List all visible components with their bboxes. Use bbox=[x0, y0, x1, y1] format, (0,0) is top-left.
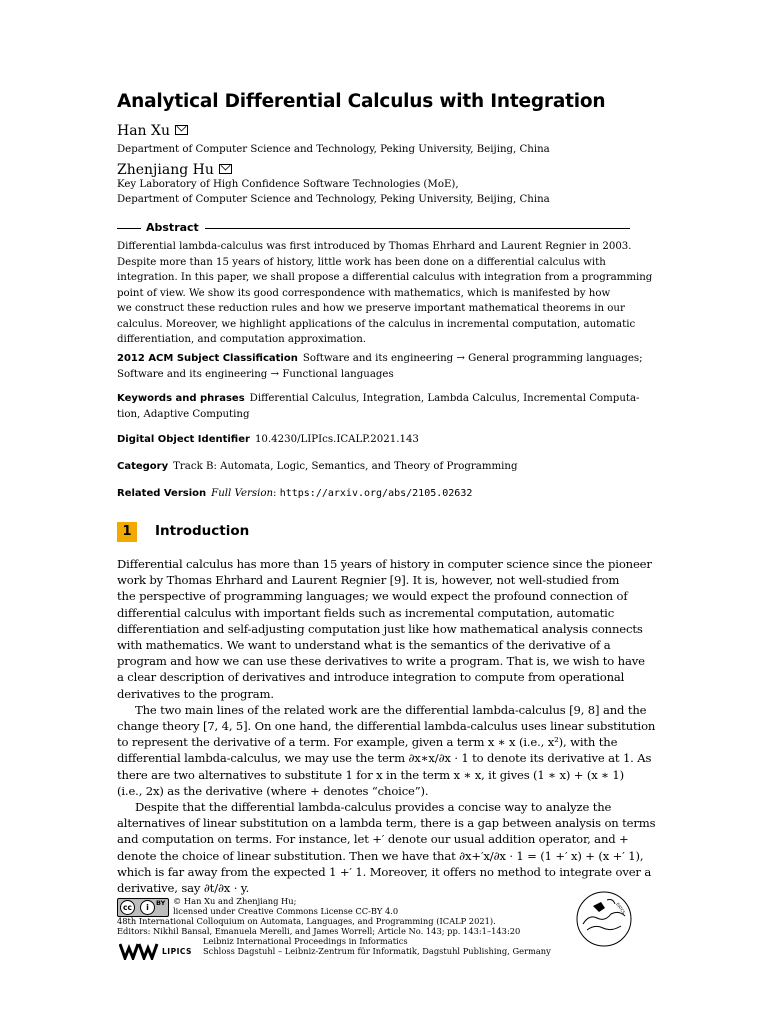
abstract-label: Abstract bbox=[146, 221, 199, 234]
body-line: (i.e., 2x) as the derivative (where + denotes “choice”). bbox=[117, 783, 429, 798]
copyright-line: © Han Xu and Zhenjiang Hu; bbox=[173, 896, 297, 906]
cc-by-license-icon[interactable] bbox=[117, 898, 169, 917]
related-url-link[interactable]: https://arxiv.org/abs/2105.02632 bbox=[279, 488, 473, 499]
section-title: Introduction bbox=[155, 523, 250, 539]
keywords bbox=[117, 391, 640, 422]
doi-label: Digital Object Identifier bbox=[117, 434, 250, 445]
doi-link[interactable]: 10.4230/LIPIcs.ICALP.2021.143 bbox=[254, 434, 419, 445]
body-line: with mathematics. We want to understand what is the semantics of the derivative of a bbox=[117, 638, 611, 652]
section-number-badge: 1 bbox=[117, 522, 137, 542]
attribution-icon: i bbox=[140, 900, 155, 915]
body-line: which is far away from the expected 1 +′ 1. Moreover, it offers no method to integrate over a bbox=[117, 864, 652, 879]
author-name-2 bbox=[117, 162, 232, 178]
body-line: denote the choice of linear substitution. Then we have that ∂x+′x/∂x · 1 = (1 +′ x) + (x +′ 1), bbox=[117, 848, 644, 863]
body-line: derivative, say ∂t/∂x · y. bbox=[117, 881, 250, 895]
category-value: Track B: Automata, Logic, Semantics, and Theory of Programming bbox=[173, 461, 518, 472]
author-1-name: Han Xu bbox=[117, 123, 171, 139]
abstract-line: calculus. Moreover, we highlight applications of the calculus in incremental computation, automatic bbox=[117, 318, 636, 330]
abstract-line: point of view. We show its good correspondence with mathematics, which is manifested by how bbox=[117, 287, 611, 299]
abstract-heading bbox=[117, 221, 630, 235]
acm-value: Software and its engineering → General programming languages; bbox=[302, 353, 643, 364]
keywords-value-2: tion, Adaptive Computing bbox=[117, 408, 250, 420]
body-line: differential calculus with important fields such as incremental computation, automatic bbox=[117, 605, 615, 620]
author-1-affiliation: Department of Computer Science and Technology, Peking University, Beijing, China bbox=[117, 144, 550, 155]
abstract-line: differentiation, and computation approximation. bbox=[117, 334, 367, 345]
body-line: The two main lines of the related work are the differential lambda-calculus [9, 8] and the bbox=[135, 702, 647, 717]
paper-page bbox=[117, 0, 656, 1024]
keywords-label: Keywords and phrases bbox=[117, 393, 245, 404]
abstract-line: we construct these reduction rules and how we preserve important mathematical theorems in our bbox=[117, 303, 625, 314]
body-line: differentiation and self-adjusting computation just like how mathematical analysis connects bbox=[117, 621, 643, 636]
related-kind: Full Version bbox=[211, 488, 274, 499]
doi bbox=[117, 432, 630, 448]
keywords-value: Differential Calculus, Integration, Lambda Calculus, Incremental Computa- bbox=[249, 393, 640, 404]
series-line: Leibniz International Proceedings in Informatics bbox=[203, 936, 408, 946]
acm-label: 2012 ACM Subject Classification bbox=[117, 353, 298, 364]
lipics-wordmark: LIPICS bbox=[162, 947, 192, 956]
footer bbox=[117, 896, 630, 966]
cc-icon: cc bbox=[120, 900, 135, 915]
author-name-1 bbox=[117, 123, 188, 139]
by-badge: BY bbox=[156, 899, 166, 907]
author-2-affiliation-2: Department of Computer Science and Technology, Peking University, Beijing, China bbox=[117, 194, 550, 205]
body-line: there are two alternatives to substitute 1 for x in the term x ∗ x, it gives (1 ∗ x) + (x ∗ 1) bbox=[117, 767, 625, 782]
divider bbox=[117, 228, 141, 229]
related-colon: : bbox=[273, 488, 280, 499]
abstract-line: Differential lambda-calculus was first introduced by Thomas Ehrhard and Laurent Regnier in 2003. bbox=[117, 241, 632, 252]
body-line: alternatives of linear substitution on a lambda term, there is a gap between analysis on terms bbox=[117, 816, 656, 831]
publisher-line: Schloss Dagstuhl – Leibniz-Zentrum für Informatik, Dagstuhl Publishing, Germany bbox=[203, 946, 551, 956]
category bbox=[117, 459, 630, 475]
body-line: to represent the derivative of a term. For example, given a term x ∗ x (i.e., x²), with the bbox=[117, 735, 618, 750]
body-line: Despite that the differential lambda-calculus provides a concise way to analyze the bbox=[135, 800, 612, 814]
body-line: program and how we can use these derivatives to write a program. That is, we wish to have bbox=[117, 654, 645, 669]
license-line: licensed under Creative Commons License CC-BY 4.0 bbox=[173, 906, 399, 916]
conference-line: 48th International Colloquium on Automata, Languages, and Programming (ICALP 2021). bbox=[117, 916, 496, 926]
abstract-text bbox=[117, 239, 653, 348]
body-line: Differential calculus has more than 15 years of history in computer science since the pioneer bbox=[117, 557, 652, 571]
related-version bbox=[117, 486, 630, 502]
body-line: and computation on terms. For instance, let +′ denote our usual addition operator, and + bbox=[117, 832, 629, 847]
paper-title: Analytical Differential Calculus with Integration bbox=[117, 91, 606, 112]
divider bbox=[205, 228, 630, 229]
acm-value-2: Software and its engineering → Functional languages bbox=[117, 368, 394, 380]
email-icon[interactable] bbox=[175, 125, 188, 135]
body-line: work by Thomas Ehrhard and Laurent Regnier [9]. It is, however, not well-studied from bbox=[117, 573, 620, 588]
lipics-logo-icon bbox=[119, 942, 159, 960]
eatcs-label: EATCS bbox=[615, 901, 627, 915]
body-line: change theory [7, 4, 5]. On one hand, the differential lambda-calculus uses linear substitution bbox=[117, 719, 656, 733]
author-2-affiliation-1: Key Laboratory of High Confidence Software Technologies (MoE), bbox=[117, 179, 459, 190]
abstract-line: Despite more than 15 years of history, little work has been done on a differential calculus with bbox=[117, 256, 606, 268]
author-2-name: Zhenjiang Hu bbox=[117, 162, 214, 178]
body-line: differential lambda-calculus, we may use the term ∂x∗x/∂x · 1 to denote its derivative at 1. As bbox=[117, 751, 652, 766]
body-line: the perspective of programming languages; we would expect the profound connection of bbox=[117, 589, 628, 604]
editors-line: Editors: Nikhil Bansal, Emanuela Merelli, and James Worrell; Article No. 143; pp. 143:1–143:20 bbox=[117, 926, 521, 936]
body-line: derivatives to the program. bbox=[117, 686, 274, 701]
eatcs-logo-icon bbox=[575, 884, 633, 954]
related-label: Related Version bbox=[117, 488, 207, 499]
acm-classification bbox=[117, 351, 643, 382]
body-line: a clear description of derivatives and introduce integration to compute from operational bbox=[117, 670, 625, 685]
email-icon[interactable] bbox=[219, 164, 232, 174]
abstract-line: integration. In this paper, we shall propose a differential calculus with integration from a programming bbox=[117, 272, 653, 283]
category-label: Category bbox=[117, 461, 169, 472]
